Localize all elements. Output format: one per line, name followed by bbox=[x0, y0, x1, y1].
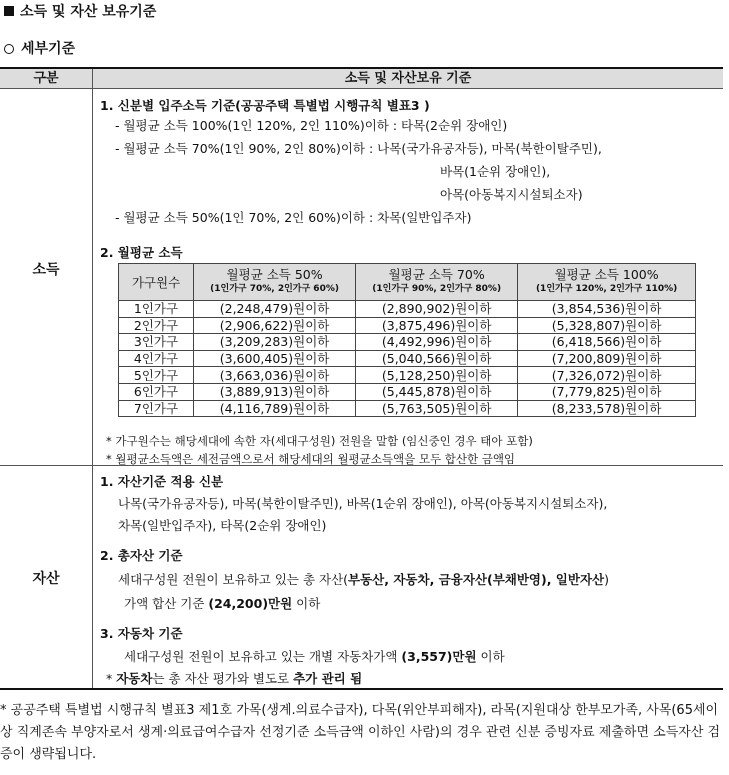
subsection-title: 세부기준 bbox=[4, 38, 75, 58]
section-title: 소득 및 자산 보유기준 bbox=[4, 1, 156, 21]
income-line: 바목(1순위 장애인), bbox=[440, 164, 551, 179]
col-income-70: 월평균 소득 70% (1인가구 90%, 2인가구 80%) bbox=[356, 264, 518, 301]
income-line: 아목(아동복지시설퇴소자) bbox=[440, 187, 583, 202]
circle-bullet-icon bbox=[4, 44, 14, 54]
income-line: - 월평균 소득 50%(1인 70%, 2인 60%)이하 : 차목(일반입주자) bbox=[115, 210, 472, 225]
col-household-size: 가구원수 bbox=[119, 264, 194, 301]
table-row: 6인가구 (3,889,913)원이하 (5,445,878)원이하 (7,779,825)원이하 bbox=[119, 383, 696, 400]
income-note: * 가구원수는 해당세대에 속한 자(세대구성원) 전원을 말함 (임신중인 경우 태아 포함) bbox=[106, 434, 533, 448]
table-row: 3인가구 (3,209,283)원이하 (4,492,996)원이하 (6,418,566)원이하 bbox=[119, 334, 696, 351]
income-s2-title: 2. 월평균 소득 bbox=[100, 245, 183, 260]
table-row: 7인가구 (4,116,789)원이하 (5,763,505)원이하 (8,233,578)원이하 bbox=[119, 400, 696, 417]
table-row: 1인가구 (2,248,479)원이하 (2,890,902)원이하 (3,854,536)원이하 bbox=[119, 301, 696, 318]
table-row: 4인가구 (3,600,405)원이하 (5,040,566)원이하 (7,200,809)원이하 bbox=[119, 350, 696, 367]
square-bullet-icon bbox=[4, 6, 14, 16]
header-criteria: 소득 및 자산보유 기준 bbox=[344, 71, 472, 86]
income-line: - 월평균 소득 100%(1인 120%, 2인 110%)이하 : 타목(2순위 장애인) bbox=[115, 118, 508, 133]
footnote: * 공공주택 특별법 시행규칙 별표3 제1호 가목(생계.의료수급자), 다목(위안부피해자), 라목(지원대상 한부모가족, 사목(65세이상 직계존속 부양자로서 생계·의료급여수급자 선정기준 소득금액 이하인 사람)의 경우 관련 신분 증빙자료 제출하면 소득자산 검증이 생략됩니다. bbox=[0, 703, 721, 762]
table-row: 5인가구 (3,663,036)원이하 (5,128,250)원이하 (7,326,072)원이하 bbox=[119, 367, 696, 384]
income-s1-title: 1. 신분별 입주소득 기준(공공주택 특별법 시행규칙 별표3 ) bbox=[100, 98, 430, 113]
asset-s2-line: 세대구성원 전원이 보유하고 있는 총 자산(부동산, 자동차, 금융자산(부채반영), 일반자산) bbox=[118, 572, 609, 587]
income-table bbox=[118, 263, 696, 417]
income-note: * 월평균소득액은 세전금액으로서 해당세대의 월평균소득액을 모두 합산한 금액임 bbox=[106, 452, 516, 466]
asset-s3-note: * 자동차는 총 자산 평가와 별도로 추가 관리 됨 bbox=[106, 671, 363, 686]
asset-s2-title: 2. 총자산 기준 bbox=[100, 548, 183, 563]
table-bottom-border bbox=[0, 688, 723, 690]
asset-s1-title: 1. 자산기준 적용 신분 bbox=[100, 474, 224, 489]
column-divider bbox=[92, 69, 93, 689]
col-income-50: 월평균 소득 50% (1인가구 70%, 2인가구 60%) bbox=[194, 264, 356, 301]
asset-s1-line: 나목(국가유공자등), 마목(북한이탈주민), 바목(1순위 장애인), 아목(아동복지시설퇴소자), bbox=[118, 496, 608, 511]
asset-s3-line: 세대구성원 전원이 보유하고 있는 개별 자동차가액 (3,557)만원 이하 bbox=[124, 649, 505, 664]
asset-label: 자산 bbox=[32, 571, 60, 587]
asset-s3-title: 3. 자동차 기준 bbox=[100, 626, 183, 641]
asset-s1-line: 차목(일반입주자), 타목(2순위 장애인) bbox=[118, 518, 327, 533]
income-line: - 월평균 소득 70%(1인 90%, 2인 80%)이하 : 나목(국가유공자등), 마목(북한이탈주민), bbox=[115, 141, 602, 156]
income-label: 소득 bbox=[32, 262, 60, 278]
asset-s2-line: 가액 합산 기준 (24,200)만원 이하 bbox=[124, 596, 321, 611]
header-category: 구분 bbox=[33, 71, 59, 86]
table-row: 2인가구 (2,906,622)원이하 (3,875,496)원이하 (5,328,807)원이하 bbox=[119, 317, 696, 334]
col-income-100: 월평균 소득 100% (1인가구 120%, 2인가구 110%) bbox=[518, 264, 696, 301]
